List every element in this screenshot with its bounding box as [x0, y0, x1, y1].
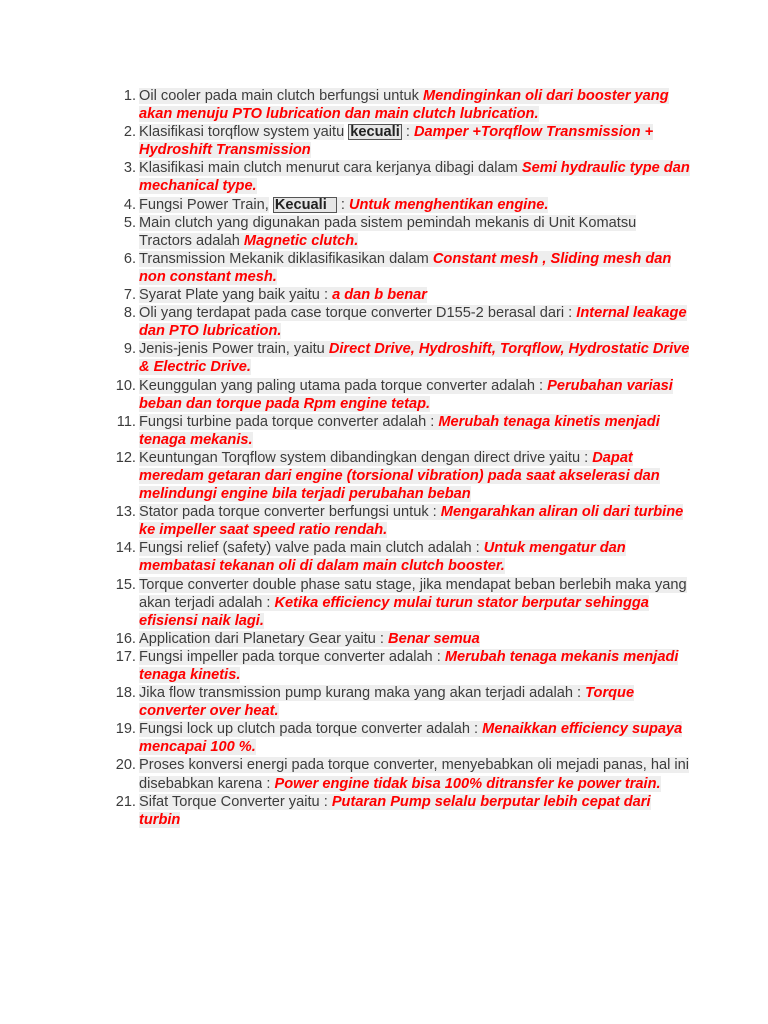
- item-number: 18.: [115, 685, 136, 702]
- list-item: [108, 756, 693, 792]
- question-text: Torque converter double phase satu stage, jika mendapat beban berlebih maka yang akan terjadi adalah: [139, 576, 687, 611]
- separator: :: [262, 775, 275, 792]
- answer-text: Merubah tenaga mekanis menjadi tenaga kinetis.: [139, 648, 679, 683]
- item-number: 3.: [123, 160, 136, 177]
- question-text: Proses konversi energi pada torque converter, menyebabkan oli mejadi panas, hal ini disebabkan karena: [139, 757, 690, 792]
- answer-text: Mengarahkan aliran oli dari turbine ke impeller saat speed ratio rendah.: [139, 504, 684, 539]
- item-number: 20.: [115, 757, 136, 774]
- list-item: [108, 684, 693, 720]
- question-text: Klasifikasi torqflow system yaitu: [139, 124, 345, 141]
- question-text: Oli yang terdapat pada case torque converter D155-2 berasal dari: [139, 305, 565, 322]
- answer-text: Damper +Torqflow Transmission + Hydroshift Transmission: [139, 124, 654, 159]
- item-number: 11.: [116, 413, 136, 430]
- list-item: [108, 214, 693, 250]
- separator: :: [580, 449, 593, 466]
- separator: :: [262, 594, 275, 611]
- kecuali-boxed-word: kecuali: [350, 124, 400, 141]
- list-item: [108, 196, 693, 214]
- item-number: 10.: [115, 377, 136, 394]
- separator: :: [428, 504, 441, 521]
- item-number: 13.: [115, 504, 136, 521]
- answer-text: Dapat meredam getaran dari engine (torsional vibration) pada saat akselerasi dan melindungi engine bila terjadi perubahan beban: [139, 449, 660, 503]
- item-number: 16.: [115, 630, 136, 647]
- question-text: Fungsi relief (safety) valve pada main clutch adalah: [139, 540, 472, 557]
- answer-text: Semi hydraulic type dan mechanical type.: [139, 160, 690, 195]
- list-item: [108, 377, 693, 413]
- separator: :: [375, 630, 389, 647]
- item-number: 6.: [123, 250, 136, 267]
- question-text: Keuntungan Torqflow system dibandingkan dengan direct drive yaitu: [139, 449, 581, 466]
- answer-text: Untuk menghentikan engine.: [348, 196, 549, 213]
- question-text: Main clutch yang digunakan pada sistem pemindah mekanis di Unit Komatsu Tractors adalah: [139, 214, 637, 249]
- answer-text: Merubah tenaga kinetis menjadi tenaga mekanis.: [139, 413, 660, 448]
- question-text: Transmission Mekanik diklasifikasikan dalam: [139, 250, 429, 267]
- item-number: 8.: [123, 305, 136, 322]
- answer-text: Mendinginkan oli dari booster yang akan menuju PTO lubrication dan main clutch lubrication.: [139, 88, 669, 123]
- separator: :: [336, 196, 349, 213]
- question-text: Klasifikasi main clutch menurut cara kerjanya dibagi dalam: [139, 160, 518, 177]
- answer-text: Putaran Pump selalu berputar lebih cepat dari turbin: [139, 793, 651, 828]
- item-number: 5.: [123, 214, 136, 231]
- list-item: [108, 123, 693, 159]
- question-text: Jenis-jenis Power train, yaitu: [139, 341, 325, 358]
- kecuali-boxed-word: Kecuali: [273, 197, 337, 213]
- answer-text: a dan b benar: [332, 287, 427, 304]
- answer-text: Ketika efficiency mulai turun stator berputar sehingga efisiensi naik lagi.: [139, 594, 649, 629]
- separator: :: [401, 124, 414, 141]
- answer-text: Direct Drive, Hydroshift, Torqflow, Hydrostatic Drive & Electric Drive.: [139, 341, 690, 376]
- item-number: 12.: [115, 449, 136, 466]
- list-item: [108, 413, 693, 449]
- separator: :: [319, 793, 332, 810]
- question-text: Fungsi lock up clutch pada torque converter adalah: [139, 721, 470, 738]
- separator: :: [534, 377, 548, 394]
- list-item: [108, 159, 693, 195]
- answer-text: Constant mesh , Sliding mesh dan non constant mesh.: [139, 250, 672, 285]
- question-text: Stator pada torque converter berfungsi untuk: [139, 504, 429, 521]
- answer-text: Perubahan variasi beban dan torque pada Rpm engine tetap.: [139, 377, 673, 412]
- question-text: Keunggulan yang paling utama pada torque converter adalah: [139, 377, 535, 394]
- list-item: [108, 630, 693, 648]
- item-number: 14.: [115, 540, 136, 557]
- item-number: 19.: [115, 721, 136, 738]
- qa-list: [108, 87, 693, 829]
- answer-text: Untuk mengatur dan membatasi tekanan oli di dalam main clutch booster.: [139, 540, 626, 575]
- list-item: [108, 539, 693, 575]
- item-number: 4.: [123, 196, 136, 213]
- question-text: Fungsi turbine pada torque converter adalah: [139, 413, 427, 430]
- list-item: [108, 449, 693, 503]
- question-text: Sifat Torque Converter yaitu: [139, 793, 320, 810]
- separator: :: [564, 305, 577, 322]
- item-number: 1.: [123, 88, 136, 104]
- item-number: 17.: [115, 648, 136, 665]
- list-item: [108, 250, 693, 286]
- list-item: [108, 793, 693, 829]
- list-item: [108, 720, 693, 756]
- list-item: [108, 304, 693, 340]
- separator: :: [470, 721, 483, 738]
- separator: :: [471, 540, 484, 557]
- question-text: Oil cooler pada main clutch berfungsi untuk: [139, 88, 419, 104]
- answer-text: Benar semua: [388, 630, 480, 647]
- separator: :: [426, 413, 439, 430]
- item-number: 2.: [123, 124, 136, 141]
- separator: :: [432, 648, 445, 665]
- item-number: 9.: [123, 341, 136, 358]
- question-text: Syarat Plate yang baik yaitu: [139, 287, 320, 304]
- answer-text: Magnetic clutch.: [243, 232, 359, 249]
- answer-text: Menaikkan efficiency supaya mencapai 100 %.: [139, 721, 683, 756]
- answer-text: Power engine tidak bisa 100% ditransfer ke power train.: [274, 775, 661, 792]
- answer-text: Torque converter over heat.: [139, 685, 635, 720]
- question-text: Application dari Planetary Gear yaitu: [139, 630, 376, 647]
- list-item: [108, 87, 693, 123]
- list-item: [108, 286, 693, 304]
- question-text: Fungsi impeller pada torque converter adalah: [139, 648, 433, 665]
- question-text: Jika flow transmission pump kurang maka yang akan terjadi adalah: [139, 685, 573, 702]
- list-item: [108, 503, 693, 539]
- separator: :: [573, 685, 586, 702]
- answer-text: Internal leakage dan PTO lubrication.: [139, 305, 687, 340]
- item-number: 7.: [123, 287, 136, 304]
- list-item: [108, 648, 693, 684]
- list-item: [108, 340, 693, 376]
- item-number: 15.: [115, 576, 136, 593]
- item-number: 21.: [115, 793, 136, 810]
- list-item: [108, 576, 693, 630]
- question-text: Fungsi Power Train,: [139, 196, 269, 213]
- separator: :: [319, 287, 333, 304]
